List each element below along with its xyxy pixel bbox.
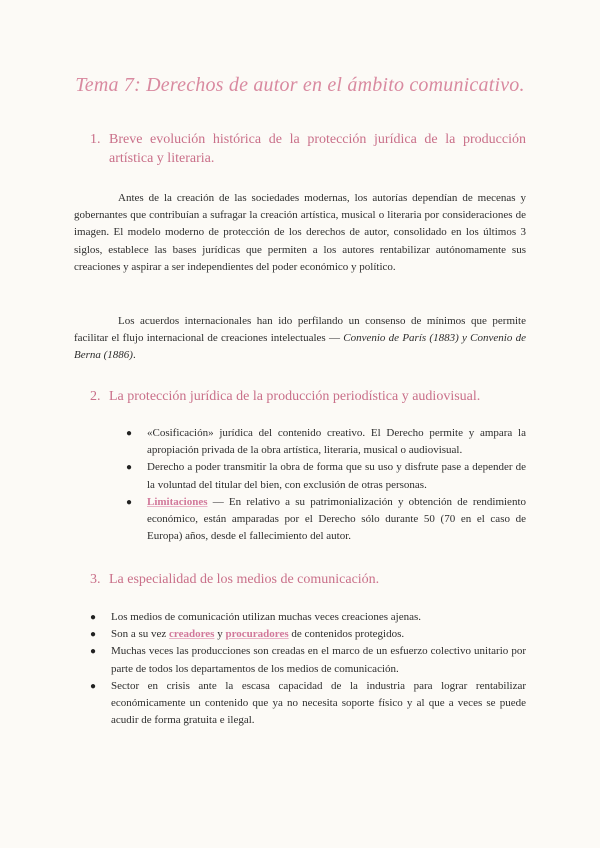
section-1-paragraph-1: Antes de la creación de las sociedades modernas, los autorías dependían de mecenas y gobernantes que contribuían a sufragar la creación artística, musical o literaria por consideraciones de imagen. El modelo moderno de protección de los derechos de autor, consolidado en los últimos 3 siglos, establece las bases jurídicas que permiten a los autores rentabilizar autónomamente sus creaciones y aspirar a ser independientes del poder económico y político.	[74, 192, 526, 273]
list-item	[90, 609, 526, 626]
bullet-icon: ●	[126, 428, 133, 439]
bullet-icon: ●	[90, 646, 97, 658]
list-item	[126, 494, 526, 546]
section-1-heading	[90, 130, 526, 168]
list-item	[90, 626, 526, 643]
list-item	[90, 643, 526, 677]
section-1-title: Breve evolución histórica de la protección jurídica de la producción artística y literaria.	[109, 132, 526, 166]
section-3-title: La especialidad de los medios de comunicación.	[109, 572, 380, 587]
list-item-text: Derecho a poder transmitir la obra de forma que su uso y disfrute pase a depender de la voluntad del titular del bien, con exclusión de otras personas.	[147, 461, 526, 491]
list-item-post: de contenidos protegidos.	[288, 628, 405, 641]
section-1-number: 1.	[90, 132, 101, 147]
list-item-text: Muchas veces las producciones son creadas en el marco de un esfuerzo colectivo unitario por parte de todos los departamentos de los medios de comunicación.	[111, 645, 526, 675]
limitaciones-highlight: Limitaciones	[147, 495, 208, 508]
section-3-number: 3.	[90, 572, 101, 587]
bullet-icon: ●	[90, 612, 97, 623]
section-2-list	[126, 425, 526, 545]
bullet-icon: ●	[126, 496, 133, 508]
section-2-number: 2.	[90, 389, 101, 404]
section-2-title: La protección jurídica de la producción periodística y audiovisual.	[109, 389, 481, 404]
list-item-mid: y	[214, 628, 226, 641]
list-item	[90, 678, 526, 730]
list-item-pre: Son a su vez	[111, 628, 170, 641]
page-title: Tema 7: Derechos de autor en el ámbito comunicativo.	[75, 74, 525, 96]
list-item-text: «Cosificación» jurídica del contenido creativo. El Derecho permite y ampara la apropiación privada de la obra artística, literaria, musical o audiovisual.	[147, 427, 526, 457]
paragraph-2-conventions: Convenio de París (1883) y Convenio de Berna (1886)	[74, 332, 526, 362]
paragraph-2-text: Los acuerdos internacionales han ido perfilando un consenso de mínimos que permite facilitar el flujo internacional de creaciones intelectuales —	[74, 315, 526, 345]
bullet-icon: ●	[126, 462, 133, 474]
list-item	[126, 425, 526, 459]
section-3-list	[90, 609, 526, 729]
procuradores-highlight: procuradores	[225, 628, 289, 641]
list-item-text: — En relativo a su patrimonialización y obtención de rendimiento económico, están amparadas por el Derecho sólo durante 50 (70 en el caso de Europa) años, desde el fallecimiento del autor.	[147, 495, 526, 543]
bullet-icon: ●	[90, 680, 97, 692]
paragraph-2-end: .	[132, 349, 136, 362]
list-item	[126, 459, 526, 493]
list-item-text: Sector en crisis ante la escasa capacidad de la industria para lograr rentabilizar económicamente un contenido que ya no necesita soporte físico y al que a veces se puede acudir de forma gratuita e ilegal.	[111, 679, 526, 727]
creadores-highlight: creadores	[169, 628, 215, 641]
section-1-paragraph-2	[74, 313, 526, 365]
list-item-text: Los medios de comunicación utilizan muchas veces creaciones ajenas.	[111, 611, 422, 623]
section-2-heading	[90, 387, 526, 406]
bullet-icon: ●	[90, 629, 97, 641]
section-3-heading	[90, 570, 526, 589]
